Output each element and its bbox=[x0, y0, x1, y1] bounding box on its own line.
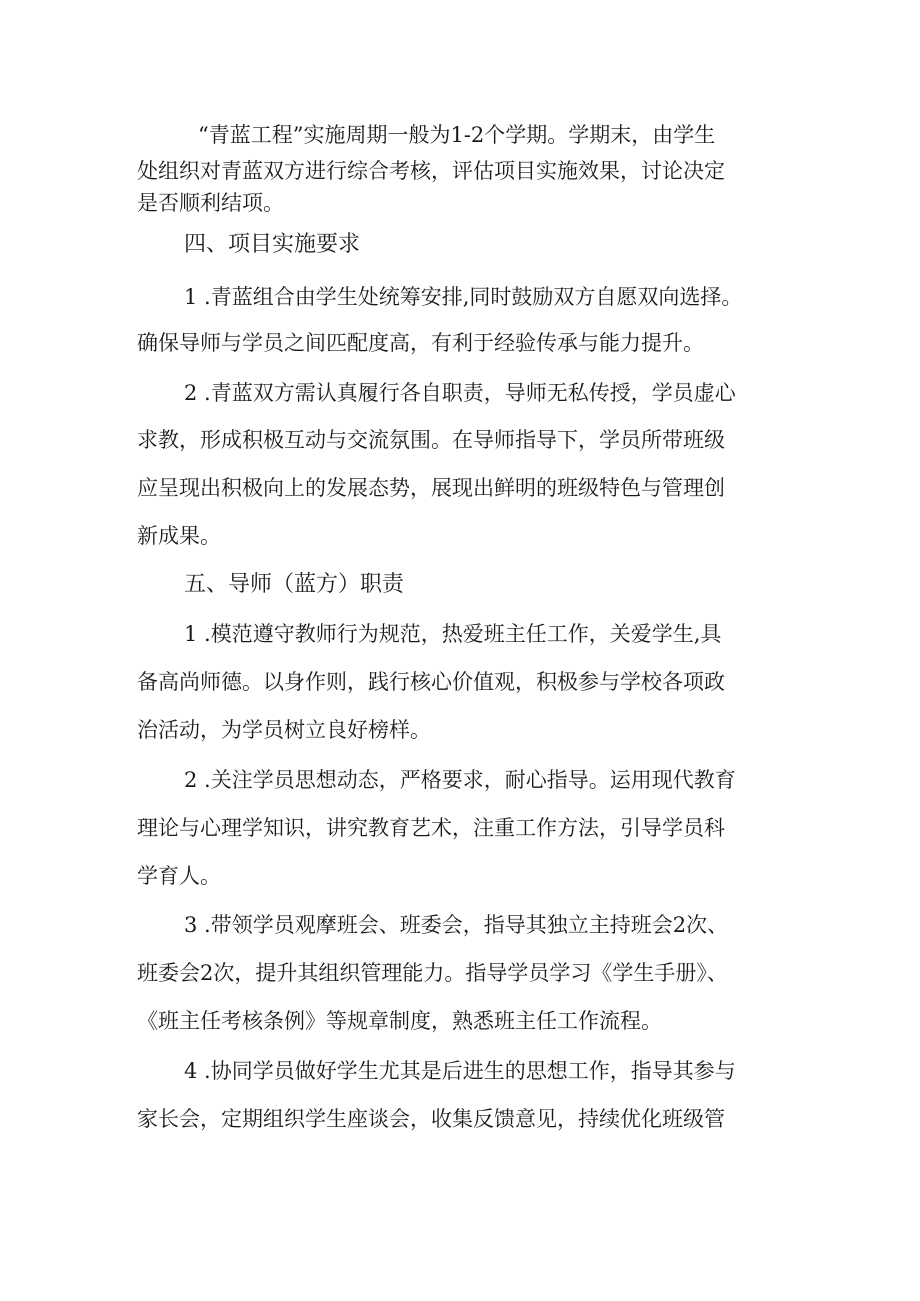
section-5-title: 五、导师（蓝方）职责 bbox=[184, 572, 405, 597]
intro-line-3: 是否顺利结项。 bbox=[137, 191, 284, 215]
section-5-item-1-line-2: 备高尚师德。以身作则，践行核心价值观，积极参与学校各项政 bbox=[137, 670, 725, 694]
intro-line-1: “青蓝工程”实施周期一般为1-2个学期。学期末，由学生 bbox=[198, 123, 716, 147]
section-5-item-4-line-2: 家长会，定期组织学生座谈会，收集反馈意见，持续优化班级管 bbox=[137, 1107, 725, 1131]
section-5-item-2-line-1: 2 .关注学员思想动态，严格要求，耐心指导。运用现代教育 bbox=[184, 768, 736, 792]
section-4-item-2-line-2: 求教，形成积极互动与交流氛围。在导师指导下，学员所带班级 bbox=[137, 428, 725, 452]
section-4-item-1-line-2: 确保导师与学员之间匹配度高，有利于经验传承与能力提升。 bbox=[137, 331, 704, 355]
section-5-item-3-line-3: 《班主任考核条例》等规章制度，熟悉班主任工作流程。 bbox=[137, 1009, 662, 1033]
section-5-item-2-line-3: 学育人。 bbox=[137, 864, 221, 888]
intro-line-2: 处组织对青蓝双方进行综合考核，评估项目实施效果，讨论决定 bbox=[137, 159, 725, 183]
section-4-item-1-line-1: 1 .青蓝组合由学生处统筹安排,同时鼓励双方自愿双向选择。 bbox=[184, 285, 743, 309]
section-4-title: 四、项目实施要求 bbox=[184, 232, 361, 257]
section-5-item-2-line-2: 理论与心理学知识，讲究教育艺术，注重工作方法，引导学员科 bbox=[137, 816, 725, 840]
section-4-item-2-line-4: 新成果。 bbox=[137, 524, 221, 548]
section-4-item-2-line-1: 2 .青蓝双方需认真履行各自职责，导师无私传授，学员虚心 bbox=[184, 381, 736, 405]
section-5-item-4-line-1: 4 .协同学员做好学生尤其是后进生的思想工作，指导其参与 bbox=[184, 1059, 736, 1083]
section-5-item-1-line-1: 1 .模范遵守教师行为规范，热爱班主任工作，关爱学生,具 bbox=[184, 622, 722, 646]
section-5-item-3-line-2: 班委会2次，提升其组织管理能力。指导学员学习《学生手册》、 bbox=[137, 961, 728, 985]
section-4-item-2-line-3: 应呈现出积极向上的发展态势，展现出鲜明的班级特色与管理创 bbox=[137, 476, 725, 500]
section-5-item-3-line-1: 3 .带领学员观摩班会、班委会，指导其独立主持班会2次、 bbox=[184, 913, 729, 937]
section-5-item-1-line-3: 治活动，为学员树立良好榜样。 bbox=[137, 718, 431, 742]
